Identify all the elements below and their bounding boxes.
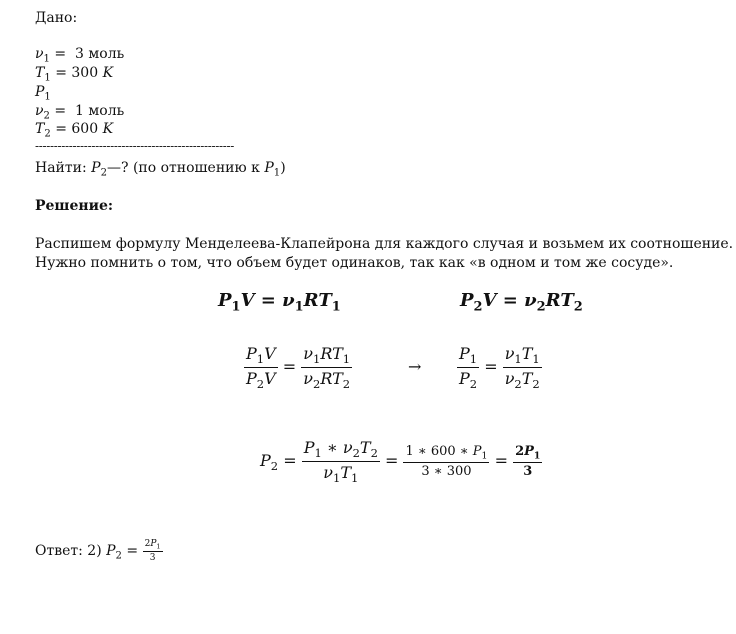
answer-line: Ответ: 2) $P_2$ = $\frac{2P_1}{3}$ xyxy=(35,539,161,564)
given-nu1: $\nu_1 = 3$ моль xyxy=(35,46,125,65)
fraction-pv: $\frac{P_1V}{P_2V}$ xyxy=(246,344,276,392)
solution-heading: Решение: xyxy=(35,198,114,214)
arrow-icon: → xyxy=(408,357,422,376)
fraction-numeric: $\frac{1 ∗ 600 ∗ P_1}{3 ∗ 300}$ xyxy=(405,443,488,480)
fraction-symbolic: $\frac{P_1 ∗ \nu_2T_2}{\nu_1T_1}$ xyxy=(303,438,378,486)
fraction-result: $\frac{2P_1}{3}$ xyxy=(515,443,541,480)
fraction-nurt: $\frac{\nu_1RT_1}{\nu_2RT_2}$ xyxy=(303,344,351,392)
fraction-nut: $\frac{\nu_1T_1}{\nu_2T_2}$ xyxy=(504,344,540,392)
solution-paragraph-line-1: Распишем формулу Менделеева-Клапейрона для каждого случая и возьмем их соотношение. xyxy=(35,236,734,252)
equation-state-2: $P_2V = \nu_2RT_2$ xyxy=(460,290,583,315)
given-separator: ----------------------------------------------------- xyxy=(35,139,234,153)
given-heading: Дано: xyxy=(35,10,78,26)
equation-ratio-simplified: $\frac{P_1}{P_2}$ = $\frac{\nu_1T_1}{\nu_2T_2}$ xyxy=(459,344,540,392)
given-t1: $T_1 = 300$ K xyxy=(35,65,114,84)
answer-fraction: $\frac{2P_1}{3}$ xyxy=(144,539,161,564)
fraction-p1-p2: $\frac{P_1}{P_2}$ xyxy=(459,344,478,392)
equation-state-1: $P_1V = \nu_1RT_1$ xyxy=(218,290,341,315)
equation-final: $P_2$ = $\frac{P_1 ∗ \nu_2T_2}{\nu_1T_1}$ = $\frac{1 ∗ 600 ∗ P_1}{3 ∗ 300}$ = $\frac{2P_1}{3}$ xyxy=(260,438,541,486)
solution-paragraph-line-2: Нужно помнить о том, что объем будет одинаков, так как «в одном и том же сосуде». xyxy=(35,255,674,271)
equation-ratio-full: $\frac{P_1V}{P_2V}$ = $\frac{\nu_1RT_1}{\nu_2RT_2}$ xyxy=(246,344,351,392)
find-line: Найти: $P_2—$? (по отношению к $P_1$) xyxy=(35,160,286,179)
given-nu2: $\nu_2 = 1$ моль xyxy=(35,103,125,122)
given-t2: $T_2 = 600$ K xyxy=(35,121,114,140)
given-p1: $P_1$ xyxy=(35,84,51,103)
